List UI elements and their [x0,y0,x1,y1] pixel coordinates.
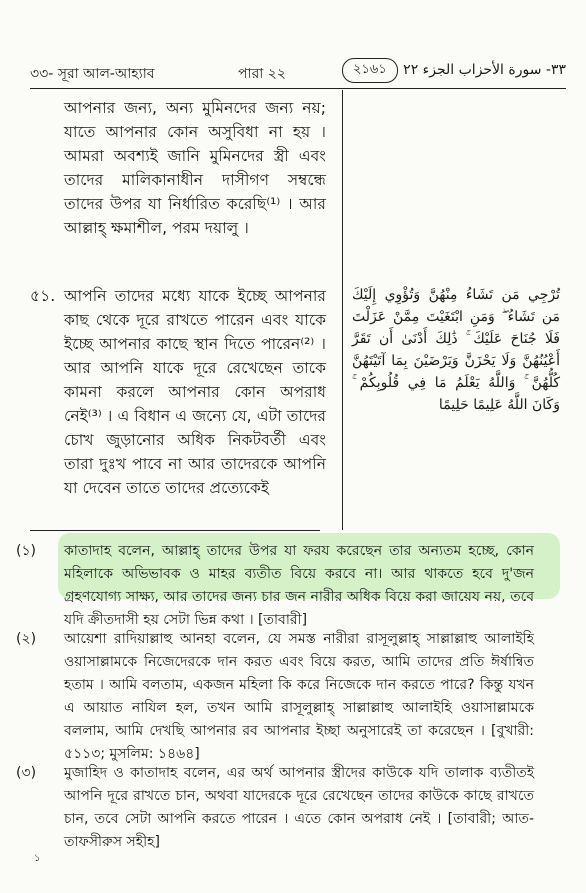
footnote-number: (৩) [16,765,37,781]
continuation-text: আপনার জন্য, অন্য মুমিনদের জন্য নয়; যাতে আপনার কোন অসুবিধা না হয় । আমরা অবশ্যই জানি মুমিনদের স্ত্রী এবং তাদের মালিকানাধীন দাসীগণ সম্বন্ধে তাদের উপর যা নির্ধারিত করেছি⁽¹⁾ । আর আল্লাহ্‌ ক্ষমাশীল, পরম দয়ালু । [64,99,326,237]
column-divider [342,90,343,530]
para-label: পারা ২২ [238,66,286,82]
page-number-badge: ২১৬১ [342,58,398,83]
verse-text: আপনি তাদের মধ্যে যাকে ইচ্ছে আপনার কাছ থেকে দূরে রাখতে পারেন এবং যাকে ইচ্ছে আপনার কাছে স্থান দিতে পারেন⁽²⁾ । আর আপনি যাকে দূরে রেখেছেন তাকে কামনা করলে আপনার কোন অপরাধ নেই⁽³⁾ । এ বিধান এ জন্যে যে, এটা তাদের চোখ জুড়ানোর অধিক নিকটবর্তী এবং তারা দুঃখ পাবে না আর তাদেরকে আপনি যা দেবেন তাতে তাদের প্রত্যেকেই [64,287,326,497]
page-header [30,62,566,84]
translation-continuation [64,96,326,240]
verse-number: ৫১. [30,287,56,305]
footnote-number: (২) [16,631,37,647]
page-mark: ১ [34,853,41,864]
arabic-verse: تُرْجِي مَن تَشَاءُ مِنْهُنَّ وَتُؤْوِي إِلَيْكَ مَن تَشَاءُ ۖ وَمَنِ ابْتَغَيْتَ مِمَّنْ عَزَلْتَ فَلَا جُنَاحَ عَلَيْكَ ۚ ذَٰلِكَ أَدْنَىٰ أَن تَقَرَّ أَعْيُنُهُنَّ وَلَا يَحْزَنَّ وَيَرْضَيْنَ بِمَا آتَيْتَهُنَّ كُلُّهُنَّ ۚ وَاللَّهُ يَعْلَمُ مَا فِي قُلُوبِكُمْ ۚ وَكَانَ اللَّهُ عَلِيمًا حَلِيمًا [352,287,560,413]
verse-51-block [64,284,326,500]
footnote-text: কাতাদাহ বলেন, আল্লাহ্‌ তাদের উপর যা ফরয করেছেন তার অন্যতম হচ্ছে, কোন মহিলাকে অভিভাবক ও মাহর ব্যতীত বিয়ে করবে না। আর থাকতে হবে দু'জন গ্রহণযোগ্য সাক্ষ্য, আর তাদের জন্য চার জন নারীর অধিক বিয়ে করা জায়েয নয়, তবে যদি ক্রীতদাসী হয় সেটা ভিন্ন কথা । [তাবারী] [64,543,534,628]
footnote-text: আয়েশা রাদিয়াল্লাহু আনহা বলেন, যে সমস্ত নারীরা রাসূলুল্লাহ্‌ সাল্লাল্লাহু আলাইহি ওয়াসাল্লামকে নিজেদেরকে দান করত এবং বিয়ে করত, আমি তাদের প্রতি ঈর্ষান্বিত হতাম । আমি বলতাম, একজন মহিলা কি করে নিজেকে দান করতে পারে? কিন্তু যখন এ আয়াত নাযিল হল, তখন আমি রাসূলুল্লাহ্‌ সাল্লাল্লাহু আলাইহি ওয়াসাল্লামকে বললাম, আমি দেখছি আপনার রব আপনার ইচ্ছা অনুসারেই তা করেছেন । [বুখারী: ৫১১৩; মুসলিম: ১৪৬৪] [64,631,534,762]
surah-title-arabic: ٣٣- سورة الأحزاب الجزء ٢٢ [403,62,566,78]
header-rule [30,88,566,89]
footnote-number: (১) [16,543,37,559]
footnote-text: মুজাহিদ ও কাতাদাহ বলেন, এর অর্থ আপনার স্ত্রীদের কাউকে যদি তালাক ব্যতীতই আপনি দূরে রাখতে চান, অথবা যাদেরকে দূরে রেখেছেন তাদের কাউকে কাছে রাখতে চান, তবে সেটা আপনি করতে পারেন । এতে কোন অপরাধ নেই । [তাবারী; আত-তাফসীরুস সহীহ] [64,765,534,850]
footnote-rule [30,530,320,531]
surah-title-bengali: ৩৩- সূরা আল-আহ্যাব [30,66,155,82]
